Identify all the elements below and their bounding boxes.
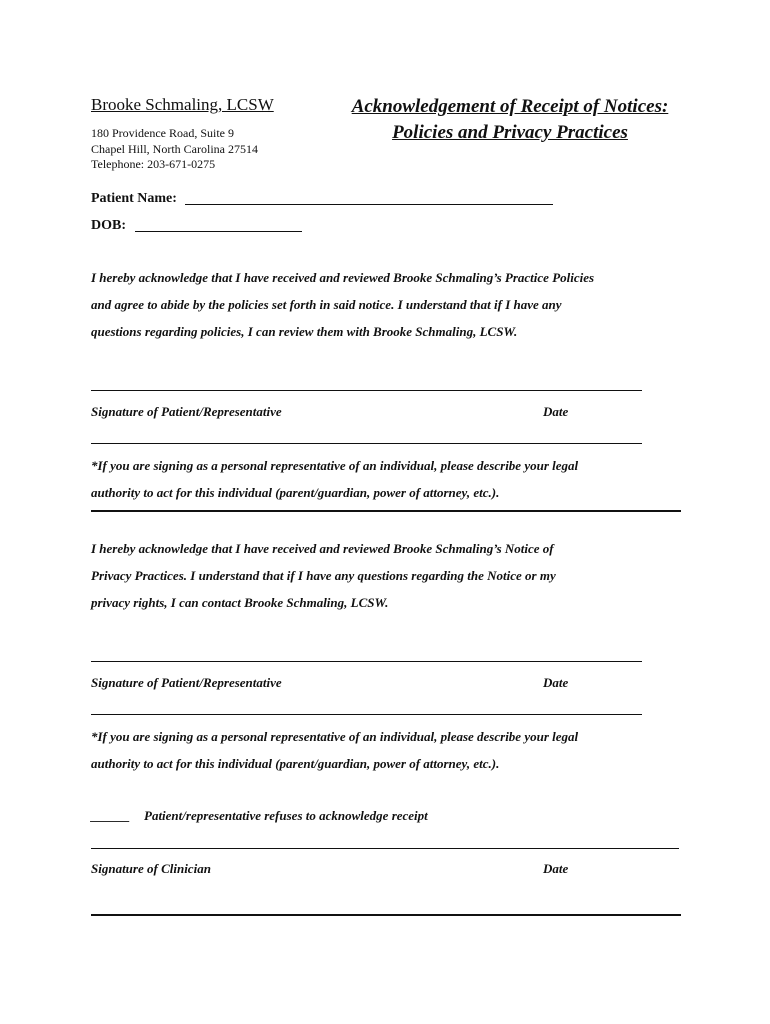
representative-note-line: authority to act for this individual (parent/guardian, power of attorney, etc.). (91, 485, 500, 500)
policies-text-line: and agree to abide by the policies set forth in said notice. I understand that if I have any (91, 297, 562, 312)
policies-representative-note (91, 456, 691, 510)
document-title-line-1: Acknowledgement of Receipt of Notices: (351, 96, 669, 117)
privacy-text-line: privacy rights, I can contact Brooke Schmaling, LCSW. (91, 595, 389, 610)
policies-representative-line[interactable] (91, 443, 642, 444)
dob-label: DOB: (91, 218, 126, 233)
policies-date-label: Date (543, 404, 569, 419)
address-line-1: 180 Providence Road, Suite 9 (91, 126, 234, 140)
privacy-text-line: Privacy Practices. I understand that if I have any questions regarding the Notice or my (91, 568, 556, 583)
telephone: Telephone: 203-671-0275 (91, 157, 216, 171)
section-divider (91, 510, 681, 512)
policies-signature-label: Signature of Patient/Representative (91, 404, 282, 419)
representative-note-line: authority to act for this individual (parent/guardian, power of attorney, etc.). (91, 756, 500, 771)
privacy-acknowledgement-text (91, 539, 691, 620)
dob-field[interactable] (135, 231, 302, 232)
privacy-text-line: I hereby acknowledge that I have received and reviewed Brooke Schmaling’s Notice of (91, 541, 554, 556)
privacy-representative-line[interactable] (91, 714, 642, 715)
clinician-signature-line[interactable] (91, 848, 679, 849)
refusal-checkbox-blank[interactable]: ______ (91, 808, 130, 823)
patient-name-label: Patient Name: (91, 191, 177, 206)
clinician-date-label: Date (543, 861, 569, 876)
privacy-date-label: Date (543, 675, 569, 690)
refusal-label: Patient/representative refuses to acknowledge receipt (144, 808, 428, 823)
policies-text-line: I hereby acknowledge that I have received and reviewed Brooke Schmaling’s Practice Policies (91, 270, 595, 285)
privacy-signature-line[interactable] (91, 661, 642, 662)
clinician-signature-label: Signature of Clinician (91, 861, 211, 876)
document-title-line-2: Policies and Privacy Practices (392, 122, 628, 143)
representative-note-line: *If you are signing as a personal representative of an individual, please describe your legal (91, 729, 579, 744)
patient-name-field[interactable] (185, 204, 553, 205)
provider-name: Brooke Schmaling, LCSW (91, 95, 274, 114)
document-title (335, 94, 685, 146)
representative-note-line: *If you are signing as a personal representative of an individual, please describe your legal (91, 458, 579, 473)
privacy-signature-label: Signature of Patient/Representative (91, 675, 282, 690)
address-line-2: Chapel Hill, North Carolina 27514 (91, 142, 258, 156)
bottom-divider (91, 914, 681, 916)
policies-acknowledgement-text (91, 268, 691, 349)
policies-text-line: questions regarding policies, I can review them with Brooke Schmaling, LCSW. (91, 324, 518, 339)
policies-signature-line[interactable] (91, 390, 642, 391)
privacy-representative-note (91, 727, 691, 781)
